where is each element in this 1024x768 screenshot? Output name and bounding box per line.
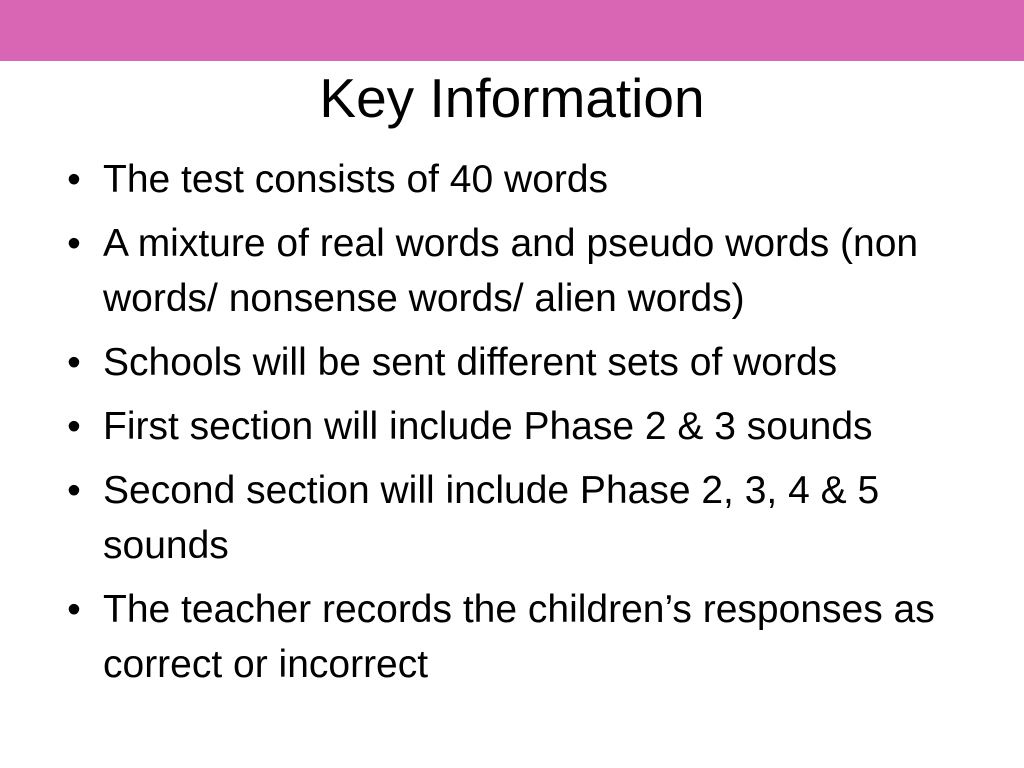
bullet-item: [60, 216, 980, 326]
bullet-item: [60, 399, 980, 454]
bullet-item: [60, 463, 980, 573]
bullet-dot-icon: •: [67, 222, 81, 265]
bullet-item: [60, 152, 980, 207]
top-color-band: [0, 0, 1024, 61]
bullet-dot-icon: •: [67, 341, 81, 384]
bullet-dot-icon: •: [67, 469, 81, 512]
bullet-dot-icon: •: [67, 405, 81, 448]
bullet-item: [60, 582, 980, 692]
bullet-dot-icon: •: [67, 588, 81, 631]
bullet-text: A mixture of real words and pseudo words (non words/ nonsense words/ alien words): [103, 222, 919, 320]
bullet-text: Schools will be sent different sets of words: [103, 341, 838, 384]
bullet-item: [60, 335, 980, 390]
bullet-list: [60, 152, 980, 701]
bullet-text: The test consists of 40 words: [103, 158, 609, 201]
bullet-dot-icon: •: [67, 158, 81, 201]
bullet-text: The teacher records the children’s responses as correct or incorrect: [103, 588, 935, 686]
slide-title: Key Information: [319, 67, 705, 129]
bullet-text: First section will include Phase 2 & 3 sounds: [103, 405, 873, 448]
bullet-text: Second section will include Phase 2, 3, 4 & 5 sounds: [103, 469, 880, 567]
